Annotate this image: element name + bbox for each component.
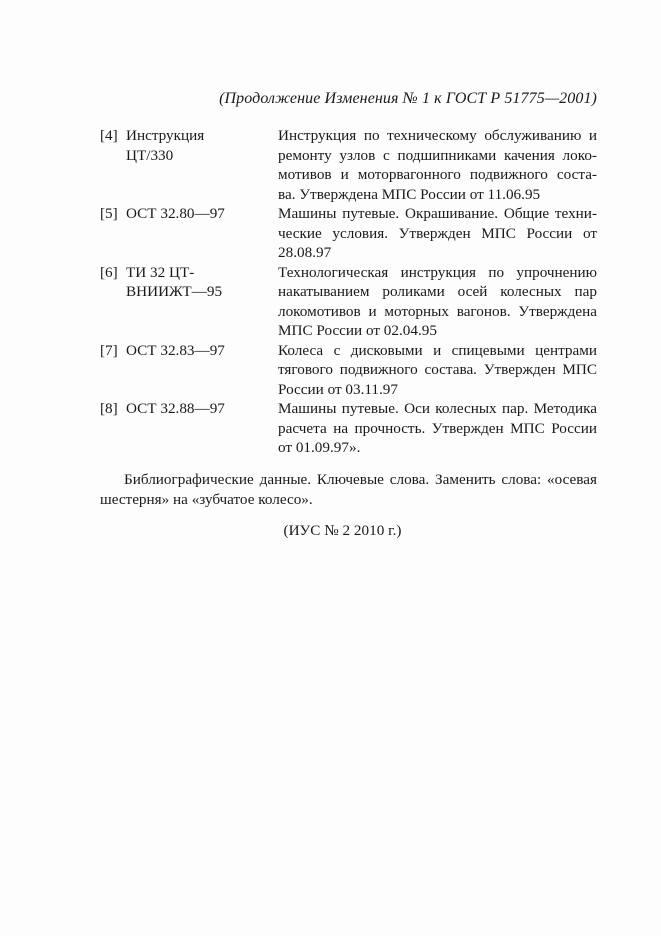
reference-code	[126, 399, 278, 419]
bibliography-note-line: Библиографические данные. Ключевые слова. Заменить слова: «осевая	[124, 471, 597, 488]
reference-code-line: ОСТ 32.88—97	[126, 400, 225, 417]
reference-code-line: ОСТ 32.80—97	[126, 205, 225, 222]
reference-code	[126, 341, 278, 361]
reference-description-line: мотивов и моторвагонного подвижного соста-	[278, 166, 597, 183]
reference-code-line: ЦТ/330	[126, 146, 174, 164]
continuation-header: (Продолжение Изменения № 1 к ГОСТ Р 51775—2001)	[219, 90, 597, 107]
reference-description	[278, 126, 597, 204]
reference-description	[278, 399, 597, 458]
reference-number: [7]	[100, 341, 118, 359]
reference-item	[100, 263, 597, 341]
reference-description-line: локомотивов и моторных вагонов. Утверждена	[278, 302, 597, 320]
reference-description	[278, 341, 597, 400]
reference-number: [8]	[100, 400, 118, 417]
reference-item	[100, 341, 597, 400]
reference-description-line: накатыванием роликами осей колесных пар	[278, 283, 597, 300]
reference-code	[126, 204, 278, 224]
reference-description-line: Колеса с дисковыми и спицевыми центрами	[278, 341, 597, 359]
reference-description-line: ческие условия. Утвержден МПС России от	[278, 224, 597, 242]
reference-description-line: от 01.09.97».	[278, 439, 361, 456]
reference-item	[100, 126, 597, 204]
reference-description-line: ва. Утверждена МПС России от 11.06.95	[278, 185, 541, 203]
reference-description-line: России от 03.11.97	[278, 380, 398, 398]
reference-code-line: Инструкция	[126, 127, 205, 144]
reference-code-line: ТИ 32 ЦТ-	[126, 263, 195, 281]
reference-item	[100, 204, 597, 263]
reference-item	[100, 399, 597, 458]
reference-description-line: Инструкция по техническому обслуживанию и	[278, 127, 597, 144]
reference-description	[278, 263, 597, 341]
ius-reference: (ИУС № 2 2010 г.)	[283, 522, 402, 539]
reference-description-line: ремонту узлов с подшипниками качения локо-	[278, 146, 597, 164]
reference-number: [5]	[100, 205, 118, 222]
reference-description	[278, 204, 597, 263]
bibliography-note-line: шестерня» на «зубчатое колесо».	[100, 491, 313, 508]
reference-number: [6]	[100, 263, 118, 281]
reference-description-line: тягового подвижного состава. Утвержден МПС	[278, 361, 597, 378]
reference-code-line: ОСТ 32.83—97	[126, 341, 225, 359]
reference-description-line: расчета на прочность. Утвержден МПС России	[278, 419, 597, 437]
reference-number: [4]	[100, 127, 118, 144]
reference-description-line: 28.08.97	[278, 244, 332, 261]
reference-code	[126, 126, 278, 165]
reference-list	[100, 126, 597, 458]
reference-description-line: Технологическая инструкция по упрочнению	[278, 263, 597, 281]
reference-code	[126, 263, 278, 302]
reference-description-line: Машины путевые. Окрашивание. Общие техни-	[278, 205, 597, 222]
bibliography-note	[100, 470, 597, 510]
reference-description-line: Машины путевые. Оси колесных пар. Методика	[278, 400, 597, 417]
reference-description-line: МПС России от 02.04.95	[278, 322, 437, 339]
reference-code-line: ВНИИЖТ—95	[126, 283, 223, 300]
